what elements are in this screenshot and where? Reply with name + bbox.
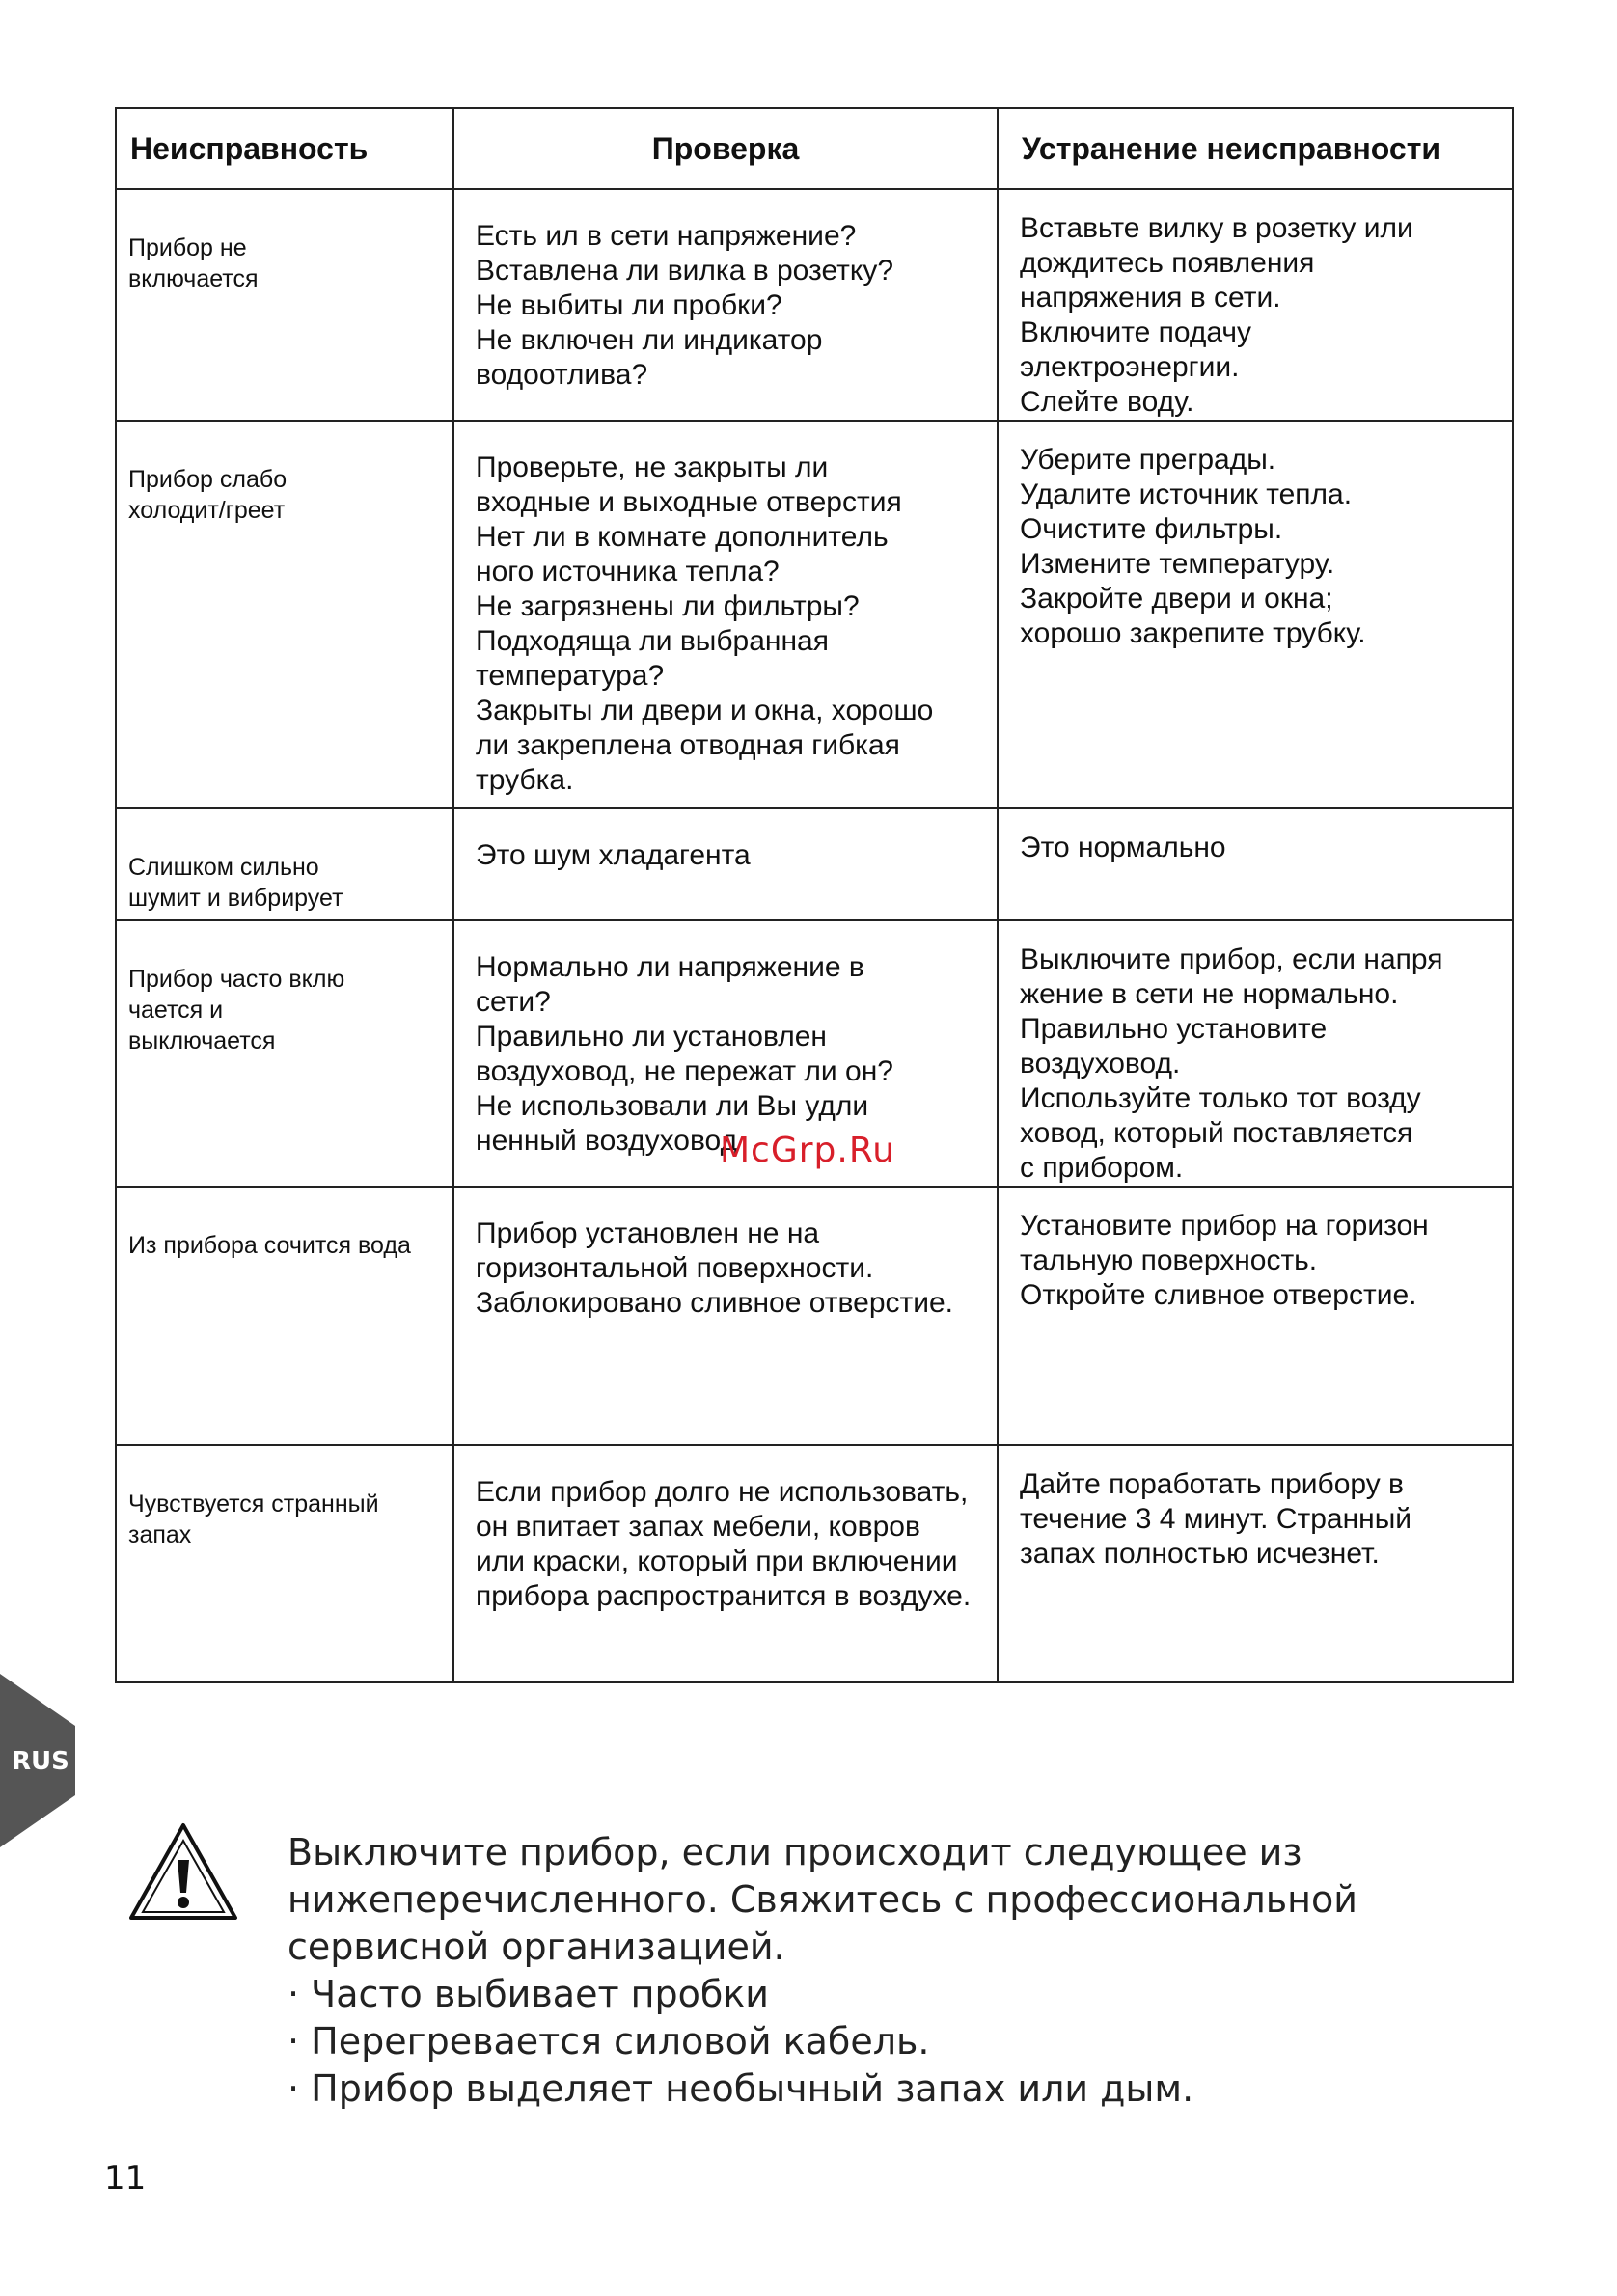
cell-line: Не включен ли индикатор — [476, 324, 823, 356]
warning-line: нижеперечисленного. Свяжитесь с профессиональной — [288, 1878, 1357, 1921]
cell-line: Используйте только тот возду — [1020, 1082, 1421, 1114]
cell-line: Удалите источник тепла. — [1020, 478, 1353, 510]
cell-line: Измените температуру. — [1020, 548, 1335, 580]
page-number: 11 — [104, 2159, 147, 2198]
table-row — [116, 421, 1513, 808]
cell-line: Откройте сливное отверстие. — [1020, 1279, 1417, 1311]
cell-line: Прибор установлен не на — [476, 1217, 820, 1249]
cell-line: Правильно установите — [1020, 1013, 1328, 1045]
cell-line: ненный воздуховод — [476, 1125, 738, 1157]
cell-line: Не загрязнены ли фильтры? — [476, 590, 860, 622]
cell-line: напряжения в сети. — [1020, 282, 1281, 314]
cell-line: Есть ил в сети напряжение? — [476, 220, 857, 252]
cell-line: Это нормально — [1020, 832, 1226, 863]
cell-line: воздуховод, не пережат ли он? — [476, 1055, 893, 1087]
cell-line: Прибор слабо — [128, 466, 288, 493]
warning-bullet: · Перегревается силовой кабель. — [288, 2020, 930, 2063]
cell-line: Чувствуется странный — [128, 1490, 379, 1517]
cell-line: ли закреплена отводная гибкая — [476, 729, 900, 761]
cell-line: тальную поверхность. — [1020, 1244, 1318, 1276]
cell-fix — [998, 421, 1513, 808]
cell-line: Уберите преграды. — [1020, 444, 1276, 476]
cell-line: прибора распространится в воздухе. — [476, 1580, 972, 1612]
cell-line: холодит/греет — [128, 497, 286, 524]
table-row — [116, 1445, 1513, 1682]
troubleshooting-table — [115, 107, 1514, 1683]
header-fix: Устранение неисправности — [998, 108, 1513, 189]
cell-check — [453, 808, 998, 920]
cell-line: Вставьте вилку в розетку или — [1020, 212, 1413, 244]
language-label: RUS — [12, 1747, 69, 1776]
cell-line: течение 3 4 минут. Странный — [1020, 1503, 1412, 1535]
cell-line: Не использовали ли Вы удли — [476, 1090, 869, 1122]
warning-line: сервисной организацией. — [288, 1926, 785, 1968]
cell-fix — [998, 1445, 1513, 1682]
cell-line: запах полностью исчезнет. — [1020, 1538, 1380, 1570]
cell-check — [453, 1187, 998, 1445]
language-tab — [0, 1674, 75, 1847]
cell-fault — [116, 189, 453, 421]
cell-fix — [998, 920, 1513, 1187]
cell-check — [453, 421, 998, 808]
cell-fault — [116, 808, 453, 920]
cell-line: воздуховод. — [1020, 1048, 1181, 1080]
warning-bullet: · Прибор выделяет необычный запах или дым. — [288, 2067, 1194, 2110]
cell-line: или краски, который при включении — [476, 1545, 958, 1577]
cell-line: он впитает запах мебели, ковров — [476, 1511, 920, 1543]
cell-line: ховод, который поставляется — [1020, 1117, 1413, 1149]
table-row — [116, 808, 1513, 920]
header-fault: Неисправность — [116, 108, 453, 189]
cell-line: Прибор не — [128, 234, 247, 261]
cell-line: чается и — [128, 997, 224, 1024]
cell-line: Слишком сильно — [128, 854, 319, 881]
cell-line: Если прибор долго не использовать, — [476, 1476, 969, 1508]
watermark: McGrp.Ru — [720, 1131, 896, 1170]
table-row — [116, 189, 1513, 421]
cell-fault — [116, 421, 453, 808]
cell-fault — [116, 1187, 453, 1445]
cell-line: ного источника тепла? — [476, 556, 780, 588]
cell-line: с прибором. — [1020, 1152, 1184, 1184]
cell-line: Включите подачу — [1020, 316, 1252, 348]
cell-fix — [998, 189, 1513, 421]
cell-line: включается — [128, 265, 259, 292]
cell-line: Не выбиты ли пробки? — [476, 289, 782, 321]
cell-line: Это шум хладагента — [476, 839, 751, 871]
cell-fault — [116, 1445, 453, 1682]
cell-fix — [998, 1187, 1513, 1445]
cell-line: Проверьте, не закрыты ли — [476, 451, 829, 483]
cell-line: Прибор часто вклю — [128, 966, 345, 993]
cell-line: температура? — [476, 660, 665, 692]
cell-fix — [998, 808, 1513, 920]
cell-line: Подходяща ли выбранная — [476, 625, 829, 657]
cell-line: Вставлена ли вилка в розетку? — [476, 255, 894, 287]
cell-line: Слейте воду. — [1020, 386, 1194, 418]
cell-line: Установите прибор на горизон — [1020, 1210, 1429, 1242]
warning-triangle-icon — [127, 1821, 239, 1922]
cell-line: выключается — [128, 1027, 276, 1054]
cell-line: электроэнергии. — [1020, 351, 1240, 383]
cell-line: Закрыты ли двери и окна, хорошо — [476, 695, 934, 726]
warning-bullet: · Часто выбивает пробки — [288, 1973, 769, 2015]
cell-line: входные и выходные отверстия — [476, 486, 902, 518]
warning-line: Выключите прибор, если происходит следующее из — [288, 1831, 1302, 1873]
cell-line: Из прибора сочится вода — [128, 1232, 411, 1259]
cell-fault — [116, 920, 453, 1187]
warning-text — [288, 1829, 1357, 2113]
table-header-row — [116, 108, 1513, 189]
cell-line: Нет ли в комнате дополнитель — [476, 521, 889, 553]
cell-line: Заблокировано сливное отверстие. — [476, 1287, 954, 1319]
cell-line: Дайте поработать прибору в — [1020, 1468, 1404, 1500]
table-row — [116, 1187, 1513, 1445]
cell-line: трубка. — [476, 764, 574, 796]
header-check: Проверка — [453, 108, 998, 189]
cell-line: дождитесь появления — [1020, 247, 1315, 279]
cell-line: шумит и вибрирует — [128, 885, 343, 912]
cell-check — [453, 189, 998, 421]
cell-line: Выключите прибор, если напря — [1020, 943, 1443, 975]
cell-line: запах — [128, 1521, 192, 1548]
cell-line: сети? — [476, 986, 551, 1018]
cell-check — [453, 1445, 998, 1682]
cell-line: хорошо закрепите трубку. — [1020, 617, 1366, 649]
cell-line: Нормально ли напряжение в — [476, 951, 864, 983]
cell-line: жение в сети не нормально. — [1020, 978, 1399, 1010]
cell-line: Правильно ли установлен — [476, 1021, 827, 1052]
cell-line: Очистите фильтры. — [1020, 513, 1283, 545]
cell-line: водоотлива? — [476, 359, 648, 391]
cell-line: Закройте двери и окна; — [1020, 583, 1333, 615]
cell-line: горизонтальной поверхности. — [476, 1252, 874, 1284]
